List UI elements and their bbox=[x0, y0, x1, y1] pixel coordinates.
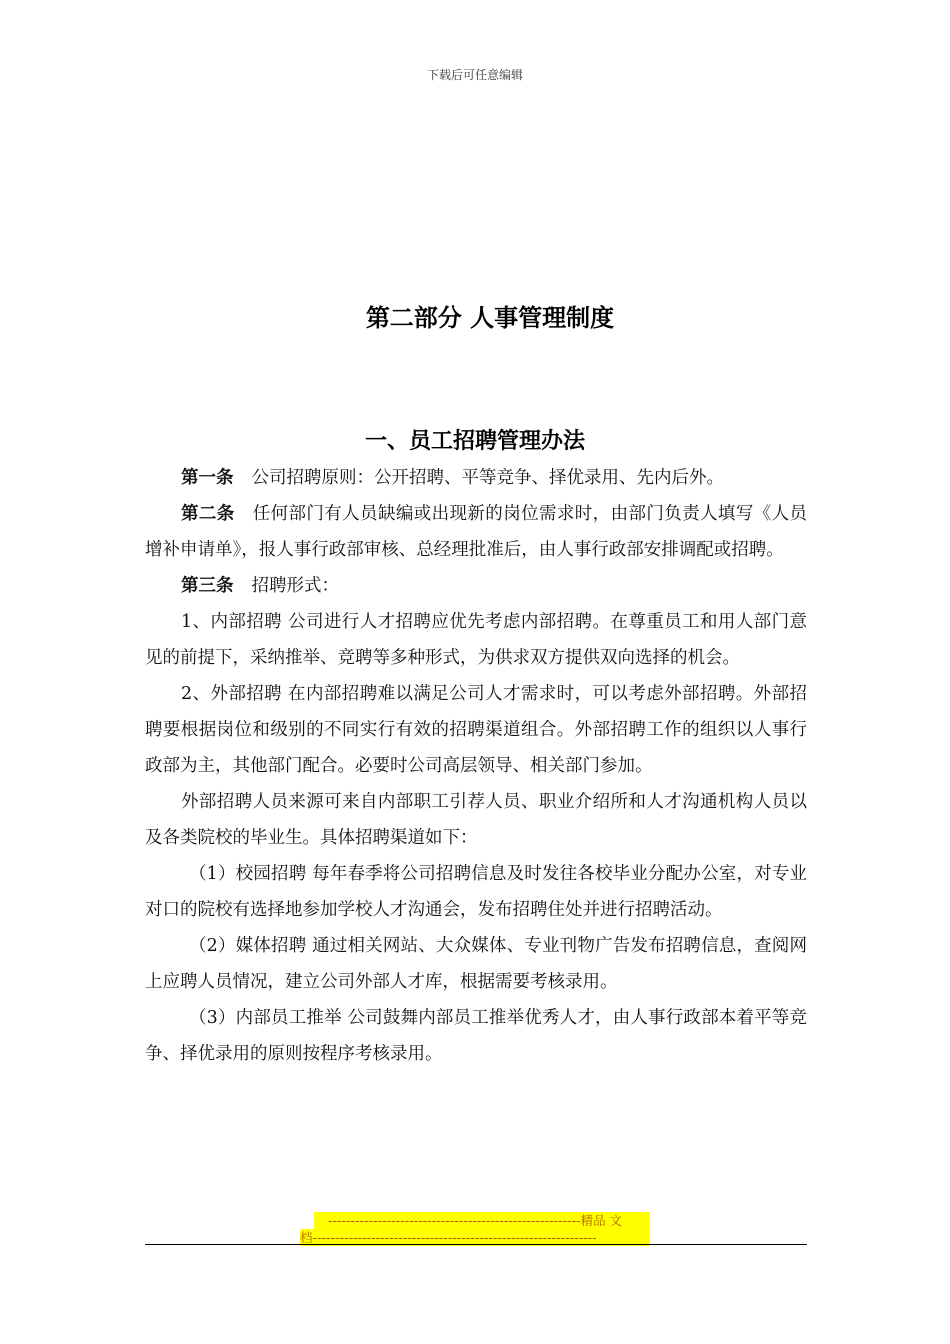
external-sources-paragraph: 外部招聘人员来源可来自内部职工引荐人员、职业介绍所和人才沟通机构人员以及各类院校的毕业生。具体招聘渠道如下： bbox=[145, 792, 807, 848]
document-body bbox=[145, 460, 807, 1072]
article-2 bbox=[145, 496, 807, 568]
media-recruitment-paragraph: （2）媒体招聘 通过相关网站、大众媒体、专业刊物广告发布招聘信息，查阅网上应聘人员情况，建立公司外部人才库，根据需要考核录用。 bbox=[145, 936, 807, 992]
article-1 bbox=[145, 460, 807, 496]
external-recruitment-paragraph: 2、外部招聘 在内部招聘难以满足公司人才需求时，可以考虑外部招聘。外部招聘要根据岗位和级别的不同实行有效的招聘渠道组合。外部招聘工作的组织以人事行政部为主，其他部门配合。必要时公司高层领导、相关部门参加。 bbox=[145, 684, 807, 776]
article-label: 第三条 bbox=[181, 576, 234, 596]
employee-referral-paragraph: （3）内部员工推举 公司鼓舞内部员工推举优秀人才，由人事行政部本着平等竞争、择优录用的原则按程序考核录用。 bbox=[145, 1008, 807, 1064]
page-header: 下载后可任意编辑 bbox=[426, 68, 523, 82]
footer-divider bbox=[145, 1244, 807, 1245]
footer-watermark-line2: 档--------------------------------------------------------------- bbox=[300, 1229, 650, 1246]
footer-watermark-line1: --------------------------------------------------------精品 文 bbox=[314, 1212, 650, 1229]
internal-recruitment-paragraph: 1、内部招聘 公司进行人才招聘应优先考虑内部招聘。在尊重员工和用人部门意见的前提下，采纳推举、竞聘等多种形式，为供求双方提供双向选择的机会。 bbox=[145, 612, 807, 668]
campus-recruitment-paragraph: （1）校园招聘 每年春季将公司招聘信息及时发往各校毕业分配办公室，对专业对口的院校有选择地参加学校人才沟通会，发布招聘住处并进行招聘活动。 bbox=[145, 864, 807, 920]
article-label: 第二条 bbox=[181, 504, 235, 524]
article-text: 招聘形式： bbox=[251, 576, 339, 596]
article-3 bbox=[145, 568, 807, 604]
footer-watermark bbox=[300, 1212, 650, 1246]
article-label: 第一条 bbox=[181, 468, 234, 488]
section-title: 一、员工招聘管理办法 bbox=[364, 429, 585, 454]
part-title: 第二部分 人事管理制度 bbox=[365, 304, 615, 332]
article-text: 公司招聘原则：公开招聘、平等竞争、择优录用、先内后外。 bbox=[251, 468, 724, 488]
article-text: 任何部门有人员缺编或出现新的岗位需求时，由部门负责人填写《人员增补申请单》，报人事行政部审核、总经理批准后，由人事行政部安排调配或招聘。 bbox=[145, 504, 808, 560]
